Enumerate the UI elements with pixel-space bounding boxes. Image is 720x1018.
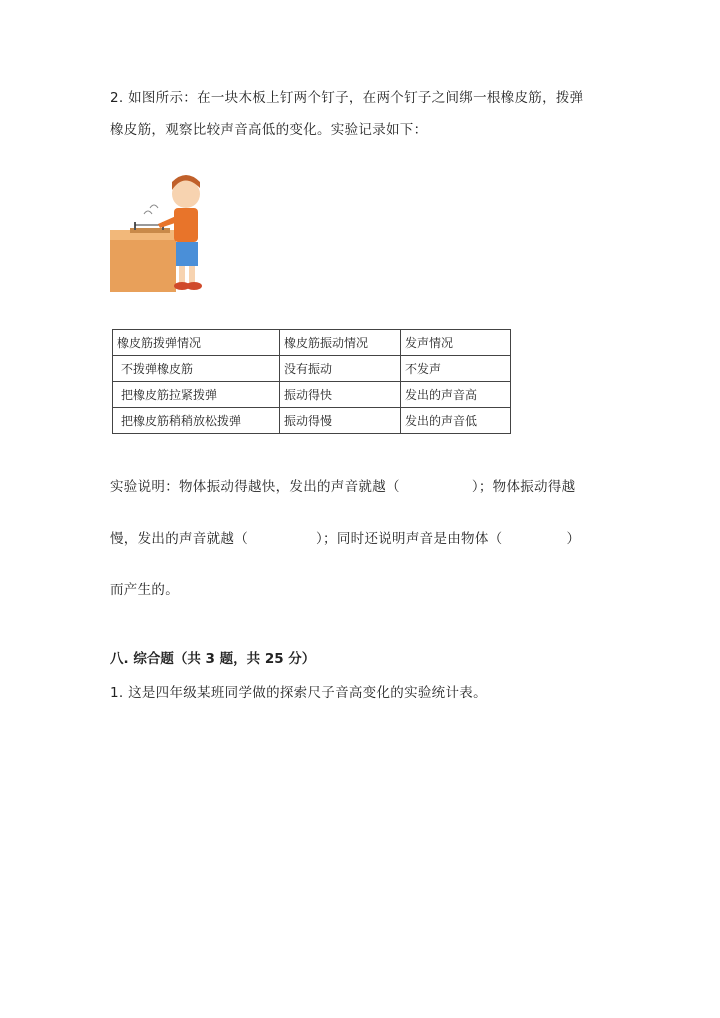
explanation-line-1: [110, 475, 575, 495]
table-cell: 没有振动: [280, 356, 401, 382]
table-row: [113, 382, 511, 408]
table-header-row: [113, 330, 511, 356]
table-cell: 不发声: [401, 356, 511, 382]
section-8-title: 八. 综合题（共 3 题，共 25 分）: [110, 651, 316, 667]
table-cell: 振动得慢: [280, 408, 401, 434]
explanation-text: 实验说明：物体振动得越快，发出的声音就越（: [110, 479, 400, 495]
table-header-cell: 橡皮筋振动情况: [280, 330, 401, 356]
explanation-text: ）；物体振动得越: [471, 479, 576, 495]
table-header-cell: 发声情况: [401, 330, 511, 356]
table-cell: 不拨弹橡皮筋: [113, 356, 280, 382]
table-cell: 把橡皮筋拉紧拨弹: [113, 382, 280, 408]
nail-left: [134, 222, 136, 230]
table-header-cell: 橡皮筋拨弹情况: [113, 330, 280, 356]
boy-shirt: [174, 208, 198, 242]
table-cell: 振动得快: [280, 382, 401, 408]
question-2-line-2: 橡皮筋，观察比较声音高低的变化。实验记录如下：: [110, 122, 428, 138]
explanation-text: 慢，发出的声音就越（: [110, 531, 248, 547]
table-row: [113, 408, 511, 434]
explanation-line-3: 而产生的。: [110, 582, 179, 598]
experiment-record-table: [112, 329, 511, 434]
boy-leg-right: [189, 266, 195, 284]
boy-leg-left: [179, 266, 185, 284]
explanation-line-2: [110, 527, 580, 547]
table-cell: 把橡皮筋稍稍放松拨弹: [113, 408, 280, 434]
desk-front: [110, 238, 176, 292]
boy-plucking-rubber-band-illustration: [110, 170, 202, 292]
question-2-line-1: 2. 如图所示：在一块木板上钉两个钉子，在两个钉子之间绑一根橡皮筋，拨弹: [110, 90, 584, 106]
explanation-text: ）；同时还说明声音是由物体（: [316, 531, 503, 547]
shoe-right: [186, 282, 202, 290]
boy-shorts: [176, 242, 198, 266]
explanation-text: ）: [566, 531, 581, 547]
table-cell: 发出的声音高: [401, 382, 511, 408]
section-8-question-1: 1. 这是四年级某班同学做的探索尺子音高变化的实验统计表。: [110, 685, 487, 701]
table-cell: 发出的声音低: [401, 408, 511, 434]
sound-lines: [144, 205, 158, 214]
table-row: [113, 356, 511, 382]
